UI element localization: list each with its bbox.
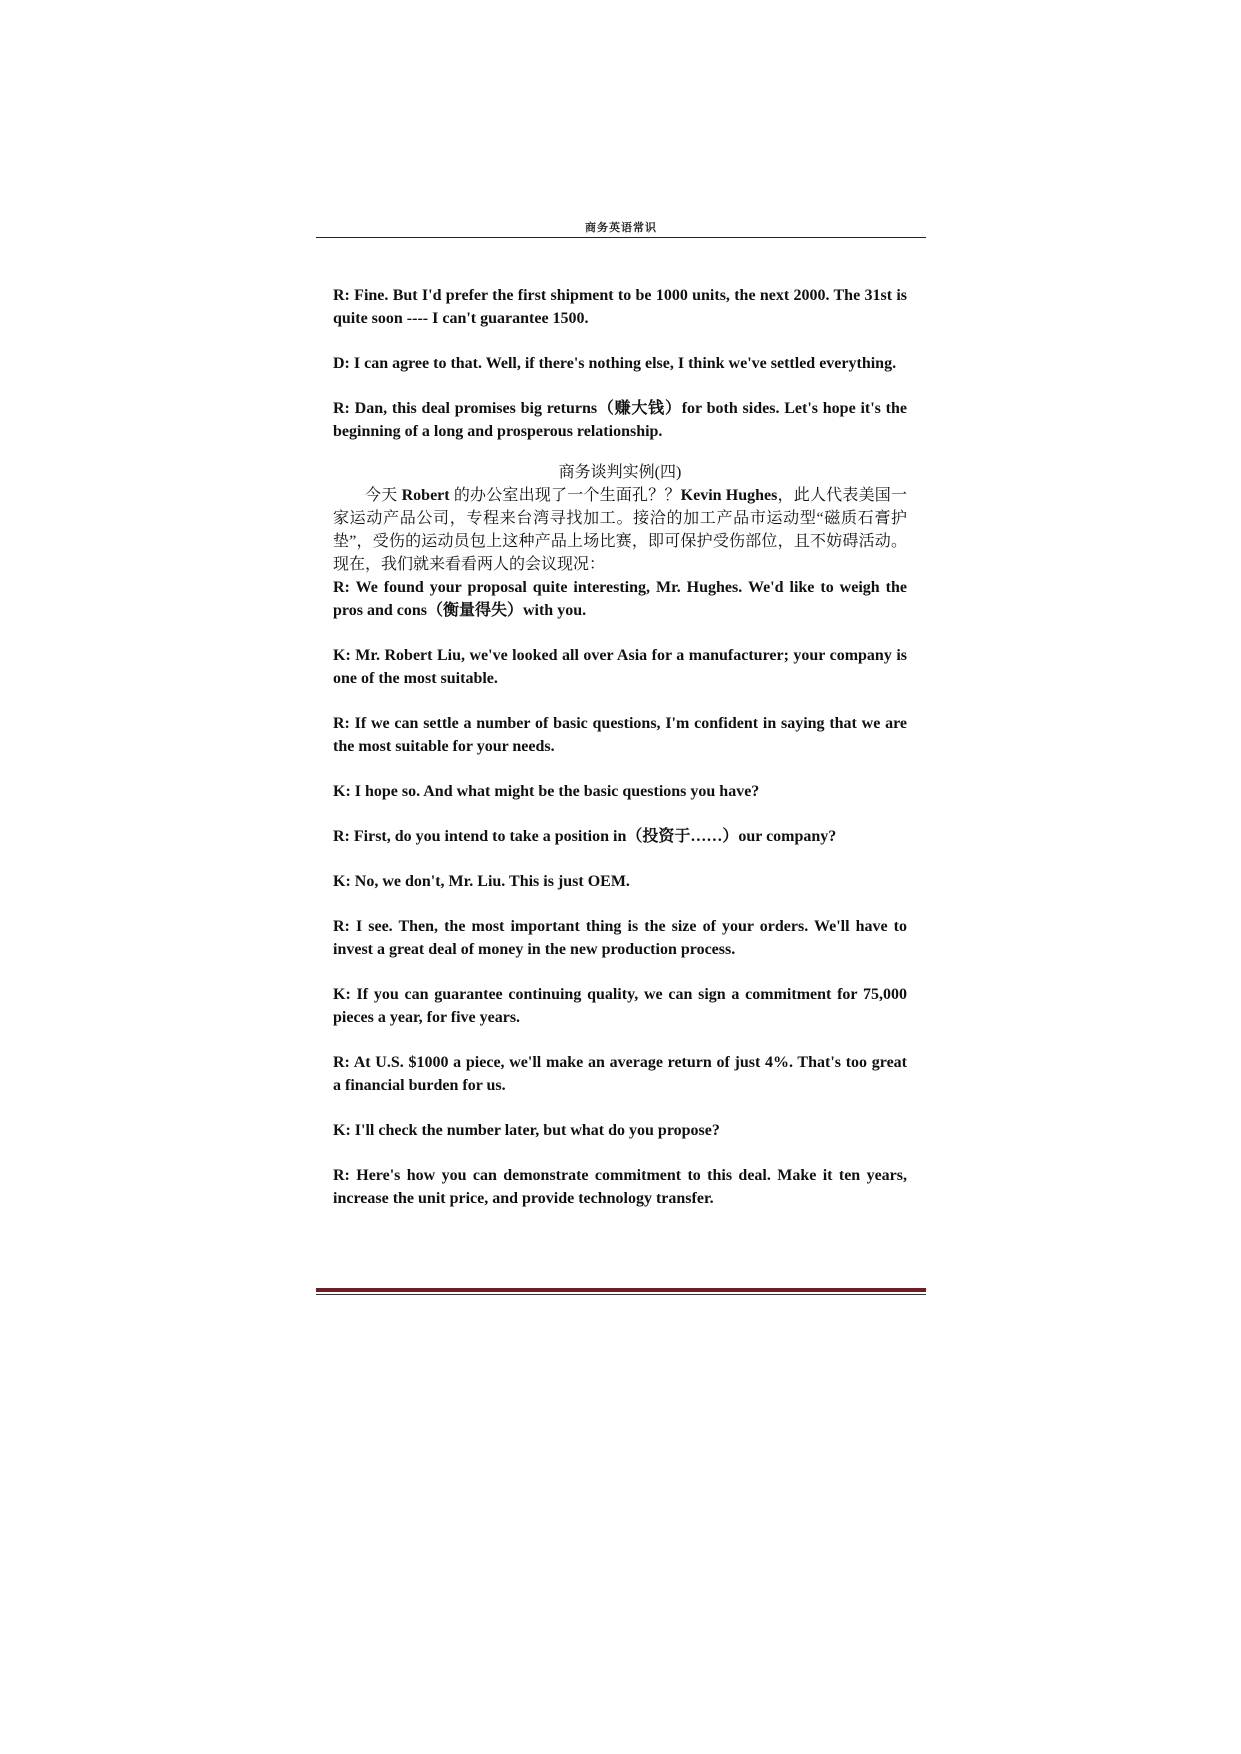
dialogue-paragraph: D: I can agree to that. Well, if there's nothing else, I think we've settled everything. [333, 355, 897, 372]
dialogue-paragraph: K: Mr. Robert Liu, we've looked all over Asia for a manufacturer; your company is one of the most suitable. [333, 647, 907, 687]
dialogue-paragraph: K: I hope so. And what might be the basic questions you have? [333, 783, 760, 800]
dialogue-paragraph: R: First, do you intend to take a position in（投资于……）our company? [333, 828, 837, 845]
footer-divider [316, 1294, 926, 1295]
intro-name: Kevin Hughes [680, 487, 778, 504]
dialogue-paragraph: R: If we can settle a number of basic questions, I'm confident in saying that we are the most suitable for your needs. [333, 715, 907, 755]
dialogue-paragraph: R: Here's how you can demonstrate commitment to this deal. Make it ten years, increase the unit price, and provide technology transfer. [333, 1167, 907, 1207]
dialogue-paragraph: R: I see. Then, the most important thing is the size of your orders. We'll have to invest a great deal of money in the new production process. [333, 918, 907, 958]
dialogue-paragraph: R: At U.S. $1000 a piece, we'll make an average return of just 4%. That's too great a financial burden for us. [333, 1054, 907, 1094]
intro-text: 今天 [365, 487, 402, 504]
dialogue-paragraph: R: We found your proposal quite interesting, Mr. Hughes. We'd like to weigh the pros and cons（衡量得失）with you. [333, 579, 907, 619]
intro-text: 的办公室出现了一个生面孔？？ [449, 487, 681, 504]
dialogue-paragraph: K: No, we don't, Mr. Liu. This is just OEM. [333, 873, 630, 890]
intro-text: ，此人代表美国一家运动产品公司，专程来台湾寻找加工。接洽的加工产品市运动型“磁质石膏护垫”，受伤的运动员包上这种产品上场比赛，即可保护受伤部位，且不妨碍活动。现在，我们就来看看两人的会议现况： [333, 487, 907, 573]
intro-name: Robert [401, 487, 450, 504]
footer-divider-accent [316, 1288, 926, 1292]
dialogue-paragraph: R: Fine. But I'd prefer the first shipment to be 1000 units, the next 2000. The 31st is quite soon ---- I can't guarantee 1500. [333, 287, 907, 327]
section-intro [333, 484, 907, 576]
page-header-title: 商务英语常识 [585, 222, 657, 234]
dialogue-paragraph: K: I'll check the number later, but what do you propose? [333, 1122, 720, 1139]
dialogue-paragraph: R: Dan, this deal promises big returns（赚大钱）for both sides. Let's hope it's the beginning of a long and prosperous relationship. [333, 400, 907, 440]
section-title: 商务谈判实例(四) [558, 464, 682, 481]
document-body [333, 284, 907, 1210]
header-divider [316, 237, 926, 238]
dialogue-paragraph: K: If you can guarantee continuing quality, we can sign a commitment for 75,000 pieces a year, for five years. [333, 986, 907, 1026]
